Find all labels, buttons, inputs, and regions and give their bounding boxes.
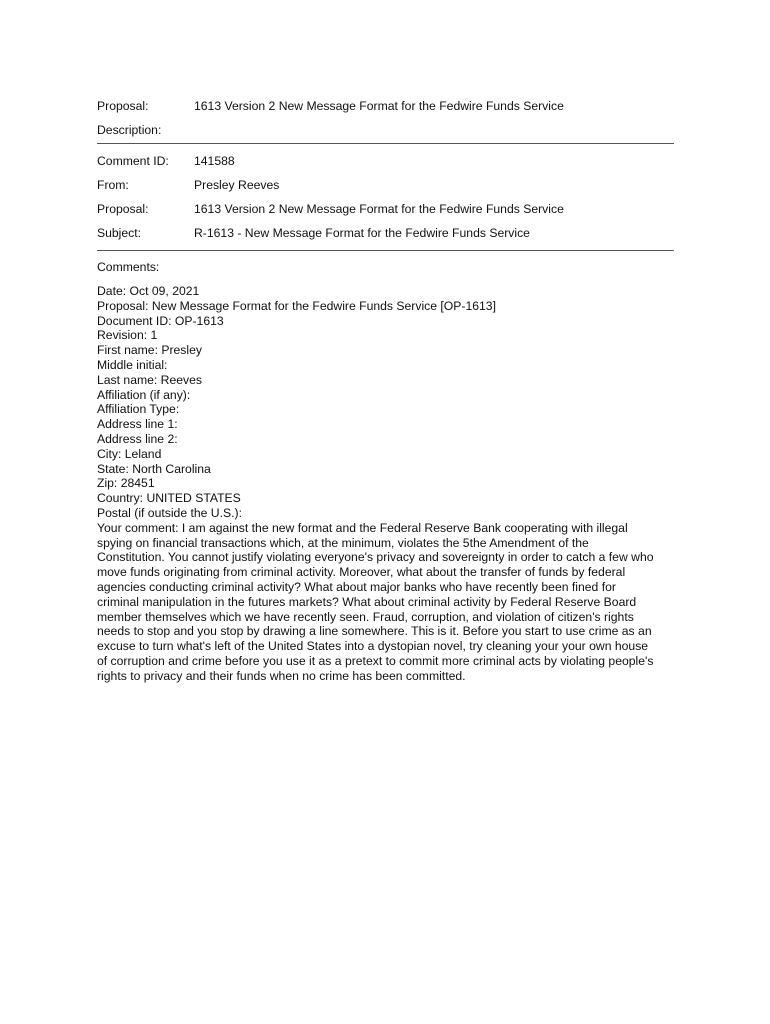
comment-metadata <box>97 144 674 250</box>
comment-field-line: Revision: 1 <box>97 328 158 343</box>
your-comment-line: agencies conducting criminal activity? What about major banks who have recently been fined for <box>97 579 616 594</box>
comment-id-label: Comment ID: <box>97 154 169 168</box>
comment-field-line: Address line 1: <box>97 417 178 432</box>
comment-field-line: Date: Oct 09, 2021 <box>97 284 200 298</box>
your-comment-line: criminal manipulation in the futures markets? What about criminal activity by Federal Reserve Board <box>97 594 637 609</box>
proposal-row <box>97 202 674 226</box>
comments-body <box>97 284 674 684</box>
from-label: From: <box>97 178 129 192</box>
your-comment-line: Constitution. You cannot justify violating everyone's privacy and sovereignty in order to catch a few who <box>97 550 654 565</box>
comment-field-line: Last name: Reeves <box>97 372 203 387</box>
bottom-divider <box>97 250 674 251</box>
header-proposal-label: Proposal: <box>97 99 149 113</box>
your-comment-text <box>97 521 674 684</box>
comment-field-line: Postal (if outside the U.S.): <box>97 505 242 520</box>
comment-id-value: 141588 <box>194 154 235 168</box>
from-row <box>97 178 674 202</box>
header-proposal-value: 1613 Version 2 New Message Format for the Fedwire Funds Service <box>194 99 564 113</box>
comment-field-line: Middle initial: <box>97 357 168 372</box>
comment-field-line: City: Leland <box>97 446 162 461</box>
your-comment-line: spying on financial transactions which, at the minimum, violates the 5the Amendment of the <box>97 535 589 550</box>
description-row <box>97 123 674 143</box>
header-proposal-row <box>97 96 674 123</box>
your-comment-line: excuse to turn what's left of the United States into a dystopian novel, try cleaning your your own house <box>97 639 649 654</box>
comment-field-line: Affiliation (if any): <box>97 387 191 402</box>
comment-field-line: Country: UNITED STATES <box>97 491 241 506</box>
your-comment-line: Your comment: I am against the new format and the Federal Reserve Bank cooperating with illegal <box>97 520 628 535</box>
subject-label: Subject: <box>97 226 142 240</box>
comment-field-line: Proposal: New Message Format for the Fedwire Funds Service [OP-1613] <box>97 298 496 313</box>
subject-row <box>97 226 674 250</box>
comment-field-line: Address line 2: <box>97 431 178 446</box>
your-comment-line: rights to privacy and their funds when no crime has been committed. <box>97 668 466 683</box>
description-label: Description: <box>97 123 162 137</box>
comments-heading: Comments: <box>97 260 160 274</box>
your-comment-line: move funds originating from criminal activity. Moreover, what about the transfer of funds by federal <box>97 565 626 580</box>
comment-field-line: First name: Presley <box>97 343 202 358</box>
subject-value: R-1613 - New Message Format for the Fedwire Funds Service <box>194 226 530 240</box>
comment-document <box>97 96 674 684</box>
your-comment-line: needs to stop and you stop by drawing a line somewhere. This is it. Before you start to use crime as an <box>97 624 652 639</box>
proposal-label: Proposal: <box>97 202 149 216</box>
comment-id-row <box>97 154 674 178</box>
your-comment-line: of corruption and crime before you use it as a pretext to commit more criminal acts by violating people's <box>97 653 654 668</box>
comment-field-line: Document ID: OP-1613 <box>97 313 224 328</box>
comment-field-line: State: North Carolina <box>97 461 211 476</box>
from-value: Presley Reeves <box>194 178 280 192</box>
comment-field-line: Affiliation Type: <box>97 402 180 417</box>
your-comment-line: member themselves which we have recently seen. Fraud, corruption, and violation of citizen's rights <box>97 609 634 624</box>
proposal-value: 1613 Version 2 New Message Format for the Fedwire Funds Service <box>194 202 564 216</box>
comment-field-line: Zip: 28451 <box>97 476 155 491</box>
